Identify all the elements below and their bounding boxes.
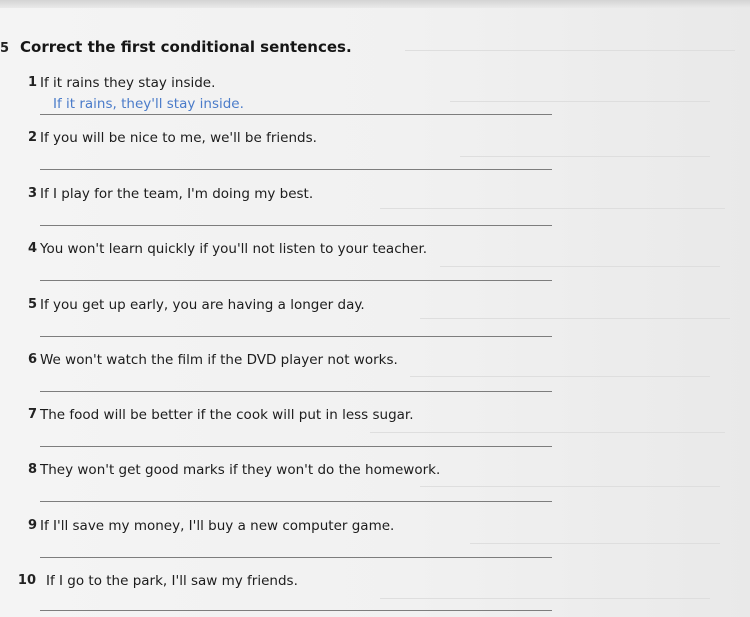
answer-line[interactable]	[40, 336, 552, 337]
bleed-through-line	[420, 486, 720, 487]
item-number: 10	[17, 573, 36, 588]
exercise-number: 5	[0, 41, 10, 56]
bleed-through-line	[420, 318, 730, 319]
item-sentence: If you will be nice to me, we'll be friends.	[40, 130, 317, 146]
item-number: 3	[27, 186, 37, 201]
bleed-through-line	[450, 101, 710, 102]
item-sentence: If it rains they stay inside.	[40, 75, 216, 91]
handwritten-answer[interactable]: If it rains, they'll stay inside.	[53, 96, 244, 112]
item-number: 9	[27, 518, 37, 533]
bleed-through-line	[440, 266, 720, 267]
item-number: 5	[27, 297, 37, 312]
answer-line[interactable]	[40, 391, 552, 392]
bleed-through-line	[380, 208, 725, 209]
bleed-through-line	[460, 156, 710, 157]
answer-line[interactable]	[40, 169, 552, 170]
item-sentence: If I go to the park, I'll saw my friends.	[46, 573, 298, 589]
item-number: 1	[27, 75, 37, 90]
item-number: 8	[27, 462, 37, 477]
answer-line[interactable]	[40, 557, 552, 558]
exercise-title: Correct the first conditional sentences.	[20, 38, 352, 56]
bleed-through-line	[370, 432, 725, 433]
item-number: 2	[27, 130, 37, 145]
answer-line[interactable]	[40, 501, 552, 502]
item-sentence: You won't learn quickly if you'll not listen to your teacher.	[40, 241, 428, 257]
answer-line[interactable]	[40, 114, 552, 115]
answer-line[interactable]	[40, 225, 552, 226]
bleed-through-line	[470, 543, 720, 544]
item-sentence: If I play for the team, I'm doing my best.	[40, 186, 314, 202]
answer-line[interactable]	[40, 446, 552, 447]
item-sentence: If you get up early, you are having a longer day.	[40, 297, 365, 313]
item-sentence: They won't get good marks if they won't do the homework.	[40, 462, 441, 478]
item-number: 6	[27, 352, 37, 367]
item-sentence: The food will be better if the cook will put in less sugar.	[40, 407, 414, 423]
item-number: 7	[27, 407, 37, 422]
item-sentence: If I'll save my money, I'll buy a new computer game.	[40, 518, 395, 534]
bleed-through-line	[410, 376, 710, 377]
item-number: 4	[27, 241, 37, 256]
answer-line[interactable]	[40, 610, 552, 611]
bleed-through-line	[380, 598, 710, 599]
item-sentence: We won't watch the film if the DVD player not works.	[40, 352, 398, 368]
bleed-through-line	[405, 50, 735, 51]
answer-line[interactable]	[40, 280, 552, 281]
